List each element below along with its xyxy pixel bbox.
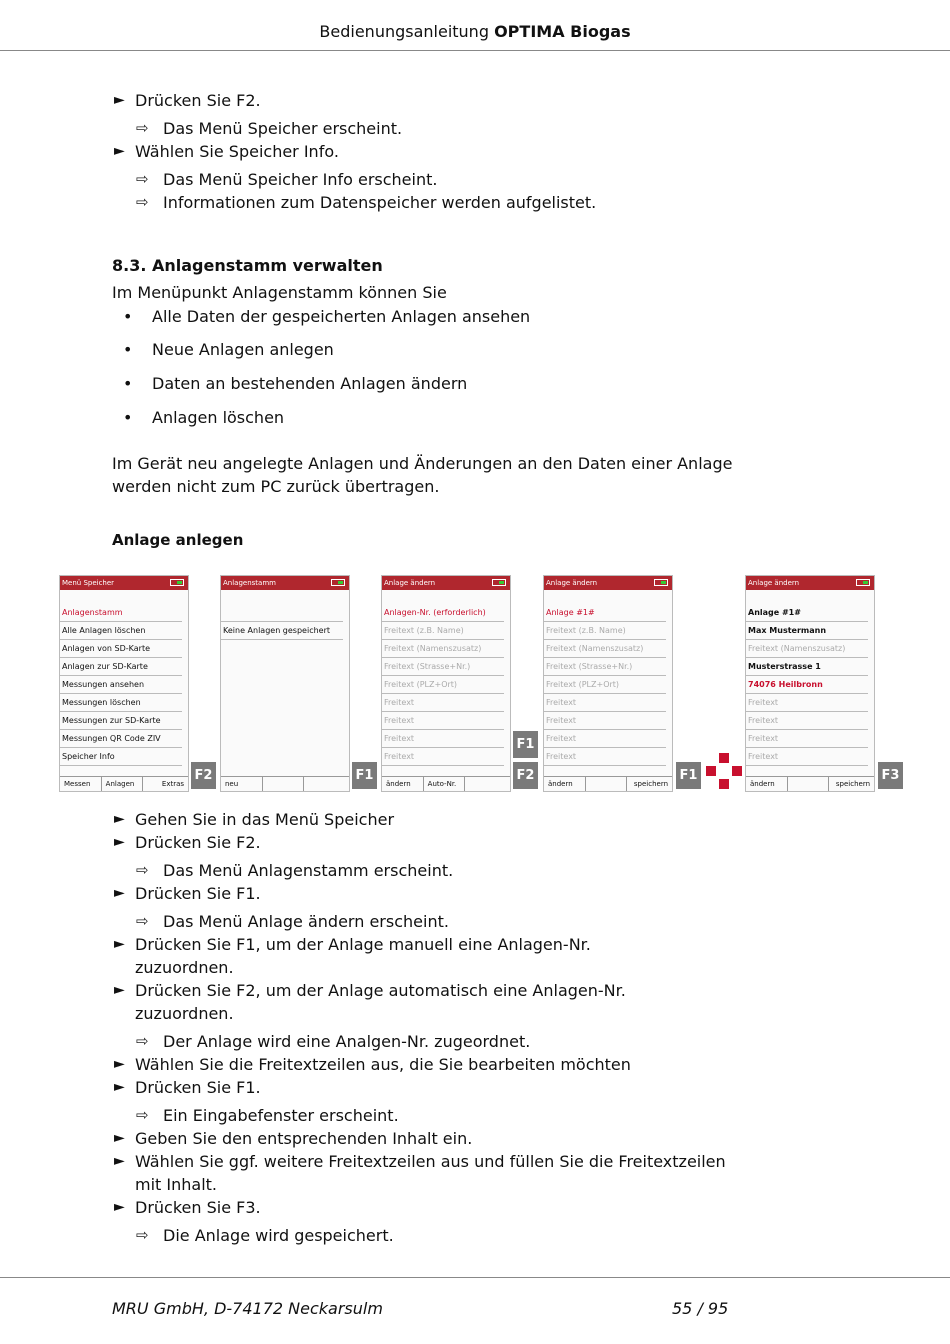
screen-menu-row: Freitext (Strasse+Nr.) [544,658,666,676]
result-arrow-icon: ⇨ [136,912,149,930]
battery-icon [856,579,870,586]
battery-icon [331,579,345,586]
screen-menu-row: Anlagen von SD-Karte [60,640,182,658]
screen-title: Anlage ändern [382,576,510,590]
screen-menu-row: Freitext [382,712,504,730]
footer-company: MRU GmbH, D-74172 Neckarsulm [112,1299,383,1318]
softkey-label: ändern [544,777,586,791]
bullet-item: Alle Daten der gespeicherten Anlagen ansehen [152,307,531,326]
f1-key: F1 [352,762,377,789]
screen-menu-row: Freitext [746,748,868,766]
softkey-label: Extras [161,780,185,788]
screen-menu-row: Messungen zur SD-Karte [60,712,182,730]
screen-menu-row: Freitext [544,748,666,766]
result-arrow-icon: ⇨ [136,1106,149,1124]
step-text: Drücken Sie F2. [135,833,261,852]
screen-menu-row: Keine Anlagen gespeichert [221,622,343,640]
bullet-icon: • [123,340,133,359]
step-text: zuzuordnen. [135,1004,234,1023]
result-arrow-icon: ⇨ [136,1226,149,1244]
screen-softkey-bar [60,776,188,791]
softkey-label: ändern [746,777,788,791]
screen-menu-row: Freitext [746,694,868,712]
bullet-item: Neue Anlagen anlegen [152,340,334,359]
screen-menu-row: Freitext [382,748,504,766]
device-screen [59,575,189,792]
device-screen [220,575,350,792]
screen-menu-row: Freitext [382,730,504,748]
softkey-label: neu [221,777,263,791]
page-header [0,22,950,41]
result-text: Informationen zum Datenspeicher werden aufgelistet. [163,193,597,212]
screen-menu-row: Max Mustermann [746,622,868,640]
bullet-icon: • [123,307,133,326]
step-text: Wählen Sie die Freitextzeilen aus, die Sie bearbeiten möchten [135,1055,631,1074]
header-prefix: Bedienungsanleitung [319,22,489,41]
screen-menu-row: Anlagen-Nr. (erforderlich) [382,604,504,622]
f3-key: F3 [878,762,903,789]
screen-menu-row: Musterstrasse 1 [746,658,868,676]
step-marker-icon: ► [114,885,125,901]
result-text: Die Anlage wird gespeichert. [163,1226,394,1245]
f1-key: F1 [676,762,701,789]
paragraph-line: werden nicht zum PC zurück übertragen. [112,477,440,496]
softkey-label [465,777,510,791]
f2-key: F2 [513,762,538,789]
softkey-label: Messen [60,777,102,791]
screen-menu-row: Freitext (Namenszusatz) [544,640,666,658]
step-text: Wählen Sie ggf. weitere Freitextzeilen aus und füllen Sie die Freitextzeilen [135,1152,726,1171]
result-text: Ein Eingabefenster erscheint. [163,1106,399,1125]
step-text: Drücken Sie F1. [135,1078,261,1097]
step-marker-icon: ► [114,1199,125,1215]
screen-menu-row: Freitext [746,730,868,748]
device-screen [381,575,511,792]
screen-softkey-bar [746,776,874,791]
bullet-item: Daten an bestehenden Anlagen ändern [152,374,468,393]
softkey-label: Auto-Nr. [424,777,466,791]
screen-menu-row: Freitext (z.B. Name) [544,622,666,640]
softkey-label [586,777,628,791]
screen-menu-row: Freitext [746,712,868,730]
step-text: Drücken Sie F3. [135,1198,261,1217]
step-text: Gehen Sie in das Menü Speicher [135,810,395,829]
softkey-label [263,777,305,791]
screen-menu-row: Freitext (z.B. Name) [382,622,504,640]
screen-title: Anlagenstamm [221,576,349,590]
footer-divider [0,1277,950,1278]
result-arrow-icon: ⇨ [136,861,149,879]
screen-menu-row: Messungen löschen [60,694,182,712]
step-text: Drücken Sie F1, um der Anlage manuell eine Anlagen-Nr. [135,935,591,954]
softkey-label [304,777,349,791]
f1-key: F1 [513,731,538,758]
screen-menu-row: Freitext (Namenszusatz) [382,640,504,658]
step-text: Drücken Sie F2. [135,91,261,110]
screen-menu-row: Speicher Info [60,748,182,766]
dpad-icon [706,753,742,789]
screen-menu-row: 74076 Heilbronn [746,676,868,694]
step-text: Drücken Sie F2, um der Anlage automatisch eine Anlagen-Nr. [135,981,626,1000]
battery-icon [170,579,184,586]
header-title: OPTIMA Biogas [494,22,631,41]
softkey-label: Anlagen [102,777,144,791]
result-arrow-icon: ⇨ [136,193,149,211]
header-divider [0,50,950,51]
step-text: Drücken Sie F1. [135,884,261,903]
softkey-label: speichern [633,780,669,788]
result-text: Das Menü Anlagenstamm erscheint. [163,861,454,880]
screen-softkey-bar [221,776,349,791]
result-text: Das Menü Speicher Info erscheint. [163,170,438,189]
result-arrow-icon: ⇨ [136,170,149,188]
page-number: 55 / 95 [672,1299,729,1318]
screen-menu-row: Freitext (PLZ+Ort) [544,676,666,694]
screen-title: Anlage ändern [746,576,874,590]
subheading: Anlage anlegen [112,531,244,549]
step-marker-icon: ► [114,143,125,159]
f2-key: F2 [191,762,216,789]
screen-menu-row: Anlage #1# [746,604,868,622]
screen-menu-row: Messungen QR Code ZIV [60,730,182,748]
step-text: Geben Sie den entsprechenden Inhalt ein. [135,1129,473,1148]
step-marker-icon: ► [114,1153,125,1169]
step-text: mit Inhalt. [135,1175,217,1194]
result-arrow-icon: ⇨ [136,119,149,137]
device-screen [745,575,875,792]
bullet-item: Anlagen löschen [152,408,285,427]
screen-title: Menü Speicher [60,576,188,590]
screen-menu-row: Anlagenstamm [60,604,182,622]
screen-softkey-bar [544,776,672,791]
screen-title: Anlage ändern [544,576,672,590]
step-marker-icon: ► [114,1130,125,1146]
result-text: Das Menü Speicher erscheint. [163,119,403,138]
screen-menu-row [221,604,343,622]
step-marker-icon: ► [114,1056,125,1072]
result-arrow-icon: ⇨ [136,1032,149,1050]
section-intro: Im Menüpunkt Anlagenstamm können Sie [112,283,447,302]
device-screen [543,575,673,792]
step-text: Wählen Sie Speicher Info. [135,142,339,161]
screen-menu-row: Freitext (Strasse+Nr.) [382,658,504,676]
screen-menu-row: Messungen ansehen [60,676,182,694]
screen-menu-row: Freitext (PLZ+Ort) [382,676,504,694]
step-marker-icon: ► [114,982,125,998]
screen-menu-row: Freitext [382,694,504,712]
screen-menu-row: Anlage #1# [544,604,666,622]
screen-menu-row: Freitext [544,712,666,730]
screen-menu-row: Freitext [544,730,666,748]
screen-menu-row: Alle Anlagen löschen [60,622,182,640]
battery-icon [654,579,668,586]
bullet-icon: • [123,408,133,427]
step-marker-icon: ► [114,1079,125,1095]
battery-icon [492,579,506,586]
paragraph-line: Im Gerät neu angelegte Anlagen und Änderungen an den Daten einer Anlage [112,454,733,473]
step-marker-icon: ► [114,811,125,827]
screen-softkey-bar [382,776,510,791]
step-text: zuzuordnen. [135,958,234,977]
section-heading: 8.3. Anlagenstamm verwalten [112,256,383,275]
softkey-label: speichern [835,780,871,788]
bullet-icon: • [123,374,133,393]
result-text: Das Menü Anlage ändern erscheint. [163,912,449,931]
step-marker-icon: ► [114,936,125,952]
screen-menu-row: Freitext (Namenszusatz) [746,640,868,658]
result-text: Der Anlage wird eine Analgen-Nr. zugeordnet. [163,1032,531,1051]
softkey-label: ändern [382,777,424,791]
screen-menu-row: Anlagen zur SD-Karte [60,658,182,676]
softkey-label [788,777,830,791]
step-marker-icon: ► [114,834,125,850]
screen-menu-row: Freitext [544,694,666,712]
step-marker-icon: ► [114,92,125,108]
